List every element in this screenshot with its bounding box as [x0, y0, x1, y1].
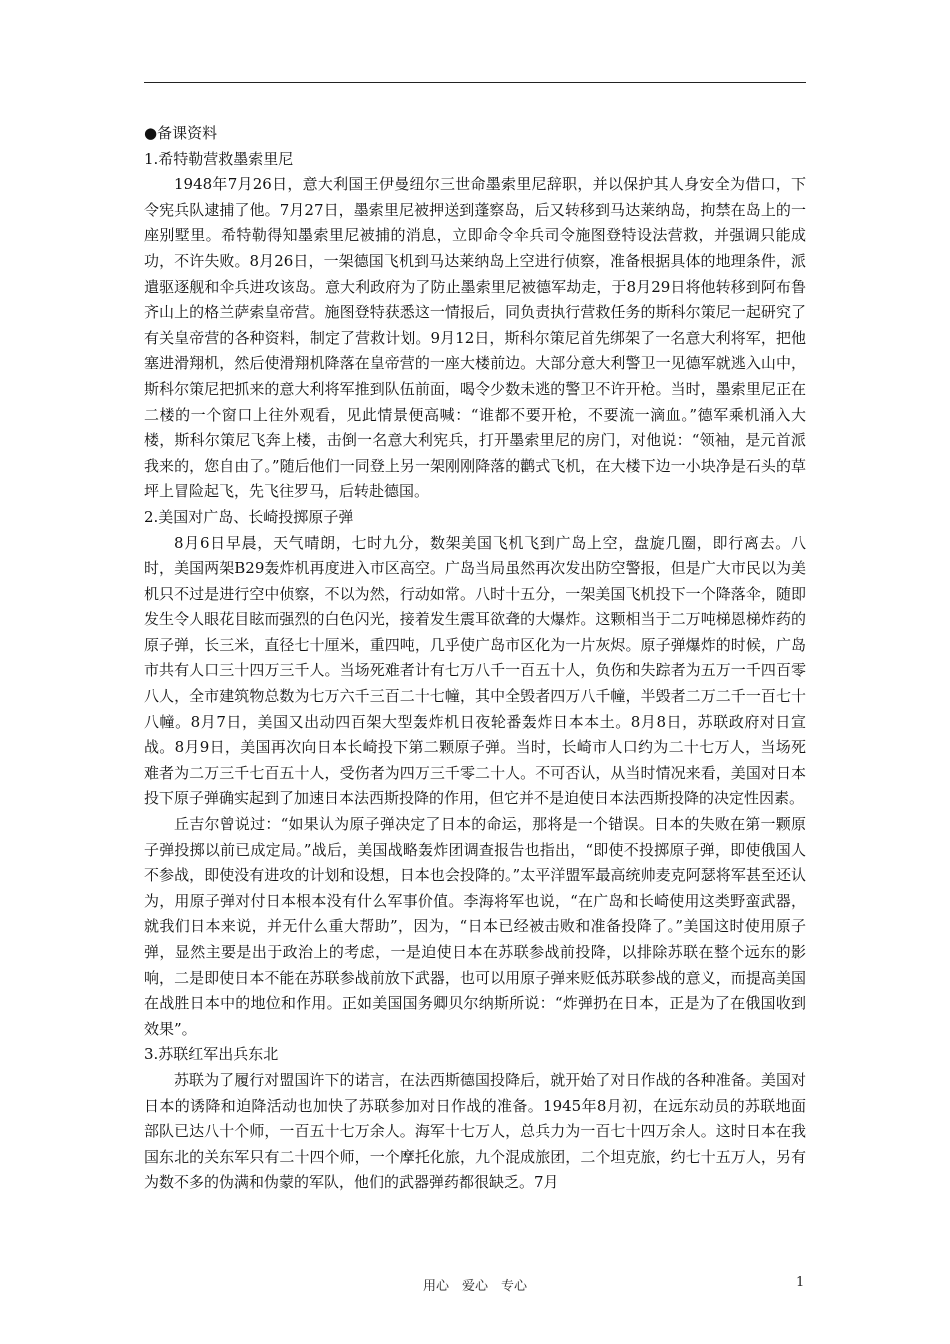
section-heading-1: 1.希特勒营救墨索里尼 [144, 149, 294, 168]
page-number: 1 [796, 1275, 805, 1290]
section-1-paragraph-1: 1948年7月26日，意大利国王伊曼纽尔三世命墨索里尼辞职，并以保护其人身安全为借口，下令宪兵队逮捕了他。7月27日，墨索里尼被押送到蓬察岛，后又转移到马达莱纳岛，拘禁在岛上的一座别墅里。希特勒得知墨索里尼被捕的消息，立即命令伞兵司令施图登特设法营救，并强调只能成功，不许失败。8月26日，一架德国飞机到马达莱纳岛上空进行侦察，准备根据具体的地理条件，派遣驱逐舰和伞兵进攻该岛。意大利政府为了防止墨索里尼被德军劫走，于8月29日将他转移到阿布鲁齐山上的格兰萨索皇帝营。施图登特获悉这一情报后，同负责执行营救任务的斯科尔策尼一起研究了有关皇帝营的各种资料，制定了营救计划。9月12日，斯科尔策尼首先绑架了一名意大利将军，把他塞进滑翔机，然后使滑翔机降落在皇帝营的一座大楼前边。大部分意大利警卫一见德军就逃入山中，斯科尔策尼把抓来的意大利将军推到队伍前面，喝令少数未逃的警卫不许开枪。当时，墨索里尼正在二楼的一个窗口上往外观看，见此情景便高喊：“谁都不要开枪，不要流一滴血。”德军乘机涌入大楼，斯科尔策尼飞奔上楼，击倒一名意大利宪兵，打开墨索里尼的房门，对他说：“领袖，是元首派我来的，您自由了。”随后他们一同登上另一架刚刚降落的鹳式飞机，在大楼下边一小块净是石头的草坪上冒险起飞，先飞往罗马，后转赴德国。 [144, 175, 806, 501]
section-heading-2: 2.美国对广岛、长崎投掷原子弹 [144, 507, 354, 526]
section-2-paragraph-1: 8月6日早晨，天气晴朗，七时九分，数架美国飞机飞到广岛上空，盘旋几圈，即行离去。八时，美国两架B29轰炸机再度进入市区高空。广岛当局虽然再次发出防空警报，但是广大市民以为美机只不过是进行空中侦察，不以为然，行动如常。八时十五分，一架美国飞机投下一个降落伞，随即发生令人眼花目眩而强烈的白色闪光，接着发生震耳欲聋的大爆炸。这颗相当于二万吨梯恩梯炸药的原子弹，长三米，直径七十厘米，重四吨，几乎使广岛市区化为一片灰烬。原子弹爆炸的时候，广岛市共有人口三十四万三千人。当场死难者计有七万八千一百五十人，负伤和失踪者为五万一千四百零八人，全市建筑物总数为七万六千三百二十七幢，其中全毁者四万八千幢，半毁者二万二千一百七十八幢。8月7日，美国又出动四百架大型轰炸机日夜轮番轰炸日本本土。8月8日，苏联政府对日宣战。8月9日，美国再次向日本长崎投下第二颗原子弹。当时，长崎市人口约为二十七万人，当场死难者为二万三千七百五十人，受伤者为四万三千零二十人。不可否认，从当时情况来看，美国对日本投下原子弹确实起到了加速日本法西斯投降的作用，但它并不是迫使日本法西斯投降的决定性因素。 [144, 533, 806, 808]
section-title: ●备课资料 [144, 124, 218, 142]
section-2-paragraph-2: 丘吉尔曾说过：“如果认为原子弹决定了日本的命运，那将是一个错误。日本的失败在第一颗原子弹投掷以前已成定局。”战后，美国战略轰炸团调查报告也指出，“即使不投掷原子弹，即使俄国人不参战，即使没有进攻的计划和设想，日本也会投降的。”太平洋盟军最高统帅麦克阿瑟将军甚至还认为，用原子弹对付日本根本没有什么军事价值。李海将军也说，“在广岛和长崎使用这类野蛮武器，就我们日本来说，并无什么重大帮助”，因为，“日本已经被击败和准备投降了。”美国这时使用原子弹，显然主要是出于政治上的考虑，一是迫使日本在苏联参战前投降，以排除苏联在整个远东的影响，二是即使日本不能在苏联参战前放下武器，也可以用原子弹来贬低苏联参战的意义，而提高美国在战胜日本中的地位和作用。正如美国国务卿贝尔纳斯所说：“炸弹扔在日本，正是为了在俄国收到效果”。 [144, 815, 806, 1038]
section-heading-3: 3.苏联红军出兵东北 [144, 1045, 279, 1064]
section-3-paragraph-1: 苏联为了履行对盟国许下的诺言，在法西斯德国投降后，就开始了对日作战的各种准备。美国对日本的诱降和迫降活动也加快了苏联参加对日作战的准备。1945年8月初，在远东动员的苏联地面部队已达八十个师，一百五十七万余人。海军十七万人，总兵力为一百七十四万余人。这时日本在我国东北的关东军只有二十四个师，一个摩托化旅，九个混成旅团，二个坦克旅，约七十五万人，另有为数不多的伪满和伪蒙的军队，他们的武器弹药都很缺乏。7月 [144, 1070, 806, 1192]
footer-motto: 用心 爱心 专心 [422, 1279, 527, 1294]
header-rule [144, 82, 806, 83]
document-body [144, 121, 806, 1196]
